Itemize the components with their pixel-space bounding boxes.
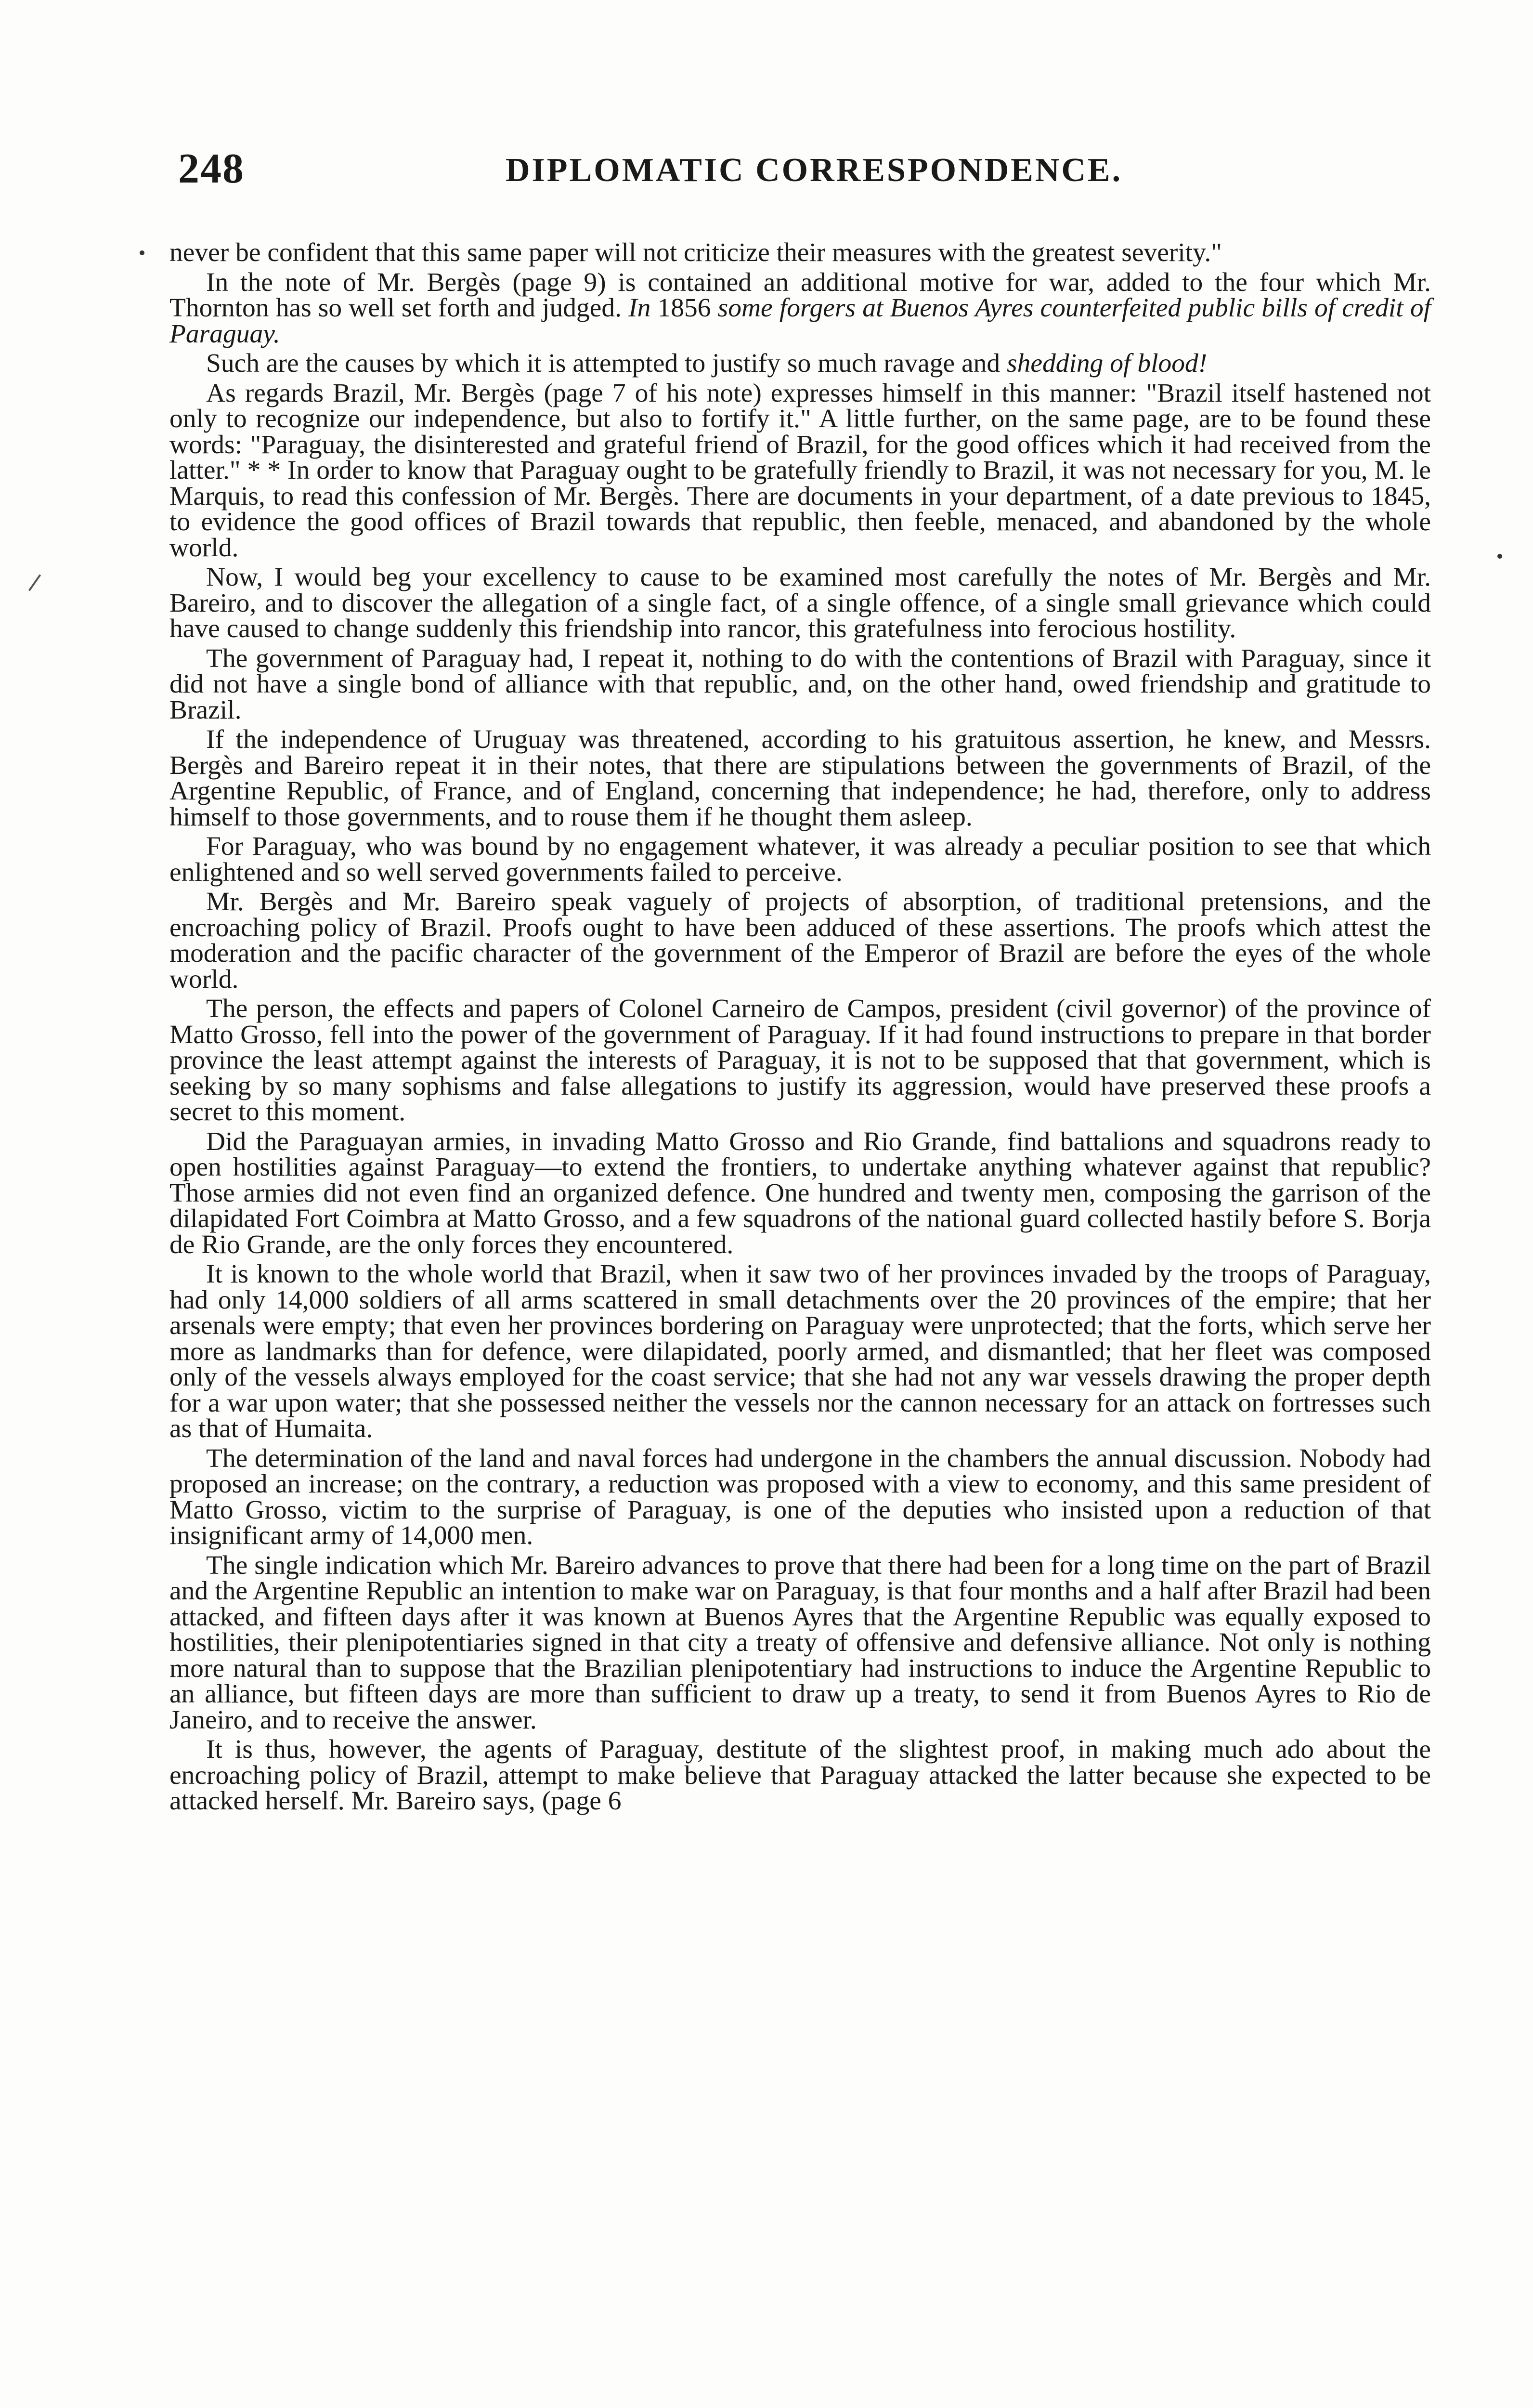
paragraph-text: The single indication which Mr. Bareiro advances to prove that there had been for a long time on the part of Brazil and the Argentine Republic an intention to make war on Paraguay, is that four months and a half after Brazil had been attacked, and fifteen days after it was known at Buenos Ayres that the Argentine Republic was equally exposed to hostilities, their plenipotentiaries signed in that city a treaty of offensive and defensive alliance. Not only is nothing more natural than to suppose that the Brazilian plenipotentiary had instructions to induce the Argentine Republic to an alliance, but fifteen days are more than sufficient to draw up a treaty, to send it from Buenos Ayres to Rio de Janeiro, and to receive the answer. xyxy=(169,1550,1431,1735)
paragraph-text: In the note of Mr. Bergès (page 9) is contained an additional motive for war, added to the four which Mr. Thornton has so well set forth and judged. xyxy=(169,267,1431,323)
italic-text: some forgers at Buenos Ayres counterfeited public bills of credit of Paraguay. xyxy=(169,293,1431,349)
paragraph xyxy=(169,1126,1431,1259)
paragraph-text: Now, I would beg your excellency to cause to be examined most carefully the notes of Mr. Bergès and Mr. Bareiro, and to discover the allegation of a single fact, of a single offence, of a single small grievance which could have caused to change suddenly this friendship into rancor, this gratefulness into ferocious hostility. xyxy=(169,563,1431,643)
paragraph xyxy=(169,380,1431,561)
italic-text: In xyxy=(628,293,651,323)
margin-dot xyxy=(140,250,144,255)
paragraph-text: The government of Paraguay had, I repeat it, nothing to do with the contentions of Brazil with Paraguay, since it did not have a single bond of alliance with that republic, and, on the other hand, owed friendship and gratitude to Brazil. xyxy=(169,643,1431,725)
paragraph xyxy=(169,1261,1431,1442)
paragraph-text: Did the Paraguayan armies, in invading Matto Grosso and Rio Grande, find battalions and squadrons ready to open hostilities against Paraguay—to extend the frontiers, to undertake anything whatever against that republic? Those armies did not even find an organized defence. One hundred and twenty men, composing the garrison of the dilapidated Fort Coimbra at Matto Grosso, and a few squadrons of the national guard collected hastily before S. Borja de Rio Grande, are the only forces they encountered. xyxy=(169,1126,1431,1259)
paragraph xyxy=(169,1443,1431,1550)
margin-mark xyxy=(28,574,41,591)
paragraph xyxy=(169,267,1431,349)
paragraph xyxy=(169,889,1431,992)
paragraph-text: Such are the causes by which it is attempted to justify so much ravage and xyxy=(206,349,1007,378)
paragraph xyxy=(169,996,1431,1125)
paragraph-text: If the independence of Uruguay was threatened, according to his gratuitous assertion, he knew, and Messrs. Bergès and Bareiro repeat it in their notes, that there are stipulations between the governments of Brazil, of the Argentine Republic, of France, and of England, concerning that independence; he had, therefore, only to address himself to those governments, and to rouse them if he thought them asleep. xyxy=(169,725,1431,832)
paragraph xyxy=(169,1737,1431,1814)
paragraph xyxy=(169,240,1431,266)
paragraph-text: It is thus, however, the agents of Paraguay, destitute of the slightest proof, in making much ado about the encroaching policy of Brazil, attempt to make believe that Paraguay attacked the latter because she expected to be attacked herself. Mr. Bareiro says, (page 6 xyxy=(169,1735,1431,1816)
paragraph xyxy=(169,834,1431,885)
running-head xyxy=(178,144,1430,202)
paragraph-text: As regards Brazil, Mr. Bergès (page 7 of his note) expresses himself in this manner: "Brazil itself hastened not only to recognize our independence, but also to fortify it." A little further, on the same page, are to be found these words: "Paraguay, the disinterested and grateful friend of Brazil, for the good offices which it had received from the latter." * * In order to know that Paraguay ought to be gratefully friendly to Brazil, it was not necessary for you, M. le Marquis, to read this confession of Mr. Bergès. There are documents in your department, of a date previous to 1845, to evidence the good offices of Brazil towards that republic, then feeble, menaced, and abandoned by the whole world. xyxy=(169,378,1431,563)
italic-text: shedding of blood! xyxy=(1007,349,1208,378)
paragraph xyxy=(169,564,1431,642)
running-title: DIPLOMATIC CORRESPONDENCE. xyxy=(506,152,1123,189)
paragraph-text: The determination of the land and naval forces had undergone in the chambers the annual discussion. Nobody had proposed an increase; on the contrary, a reduction was proposed with a view to economy, and this same president of Matto Grosso, victim to the surprise of Paraguay, is one of the deputies who insisted upon a reduction of that insignificant army of 14,000 men. xyxy=(169,1443,1431,1550)
paragraph xyxy=(169,1550,1431,1735)
paragraph-text: It is known to the whole world that Brazil, when it saw two of her provinces invaded by the troops of Paraguay, had only 14,000 soldiers of all arms scattered in small detachments over the 20 provinces of the empire; that her arsenals were empty; that even her provinces bordering on Paraguay were unprotected; that the forts, which serve her more as landmarks than for defence, were dilapidated, poorly armed, and dismantled; that her fleet was composed only of the vessels always employed for the coast service; that she had not any war vessels drawing the proper depth for a war upon water; that she possessed neither the vessels nor the cannon necessary for an attack on fortresses such as that of Humaita. xyxy=(169,1259,1431,1443)
page-number: 248 xyxy=(178,145,245,192)
paragraph xyxy=(169,351,1431,377)
paragraph-text: 1856 xyxy=(650,293,718,323)
paragraph-text: never be confident that this same paper will not criticize their measures with the greatest severity." xyxy=(169,238,1222,267)
paragraph xyxy=(169,727,1431,830)
body-text xyxy=(169,240,1431,1814)
margin-dot xyxy=(1497,554,1502,559)
paragraph-text: The person, the effects and papers of Colonel Carneiro de Campos, president (civil governor) of the province of Matto Grosso, fell into the power of the government of Paraguay. If it had found instructions to prepare in that border province the least attempt against the interests of Paraguay, it is not to be supposed that that government, which is seeking by so many sophisms and false allegations to justify its aggression, would have preserved these proofs a secret to this moment. xyxy=(169,994,1431,1126)
paragraph xyxy=(169,643,1431,725)
paragraph-text: For Paraguay, who was bound by no engagement whatever, it was already a peculiar position to see that which enlightened and so well served governments failed to perceive. xyxy=(169,832,1431,887)
paragraph-text: Mr. Bergès and Mr. Bareiro speak vaguely of projects of absorption, of traditional pretensions, and the encroaching policy of Brazil. Proofs ought to have been adduced of these assertions. The proofs which attest the moderation and the pacific character of the government of the Emperor of Brazil are before the eyes of the whole world. xyxy=(169,887,1431,994)
